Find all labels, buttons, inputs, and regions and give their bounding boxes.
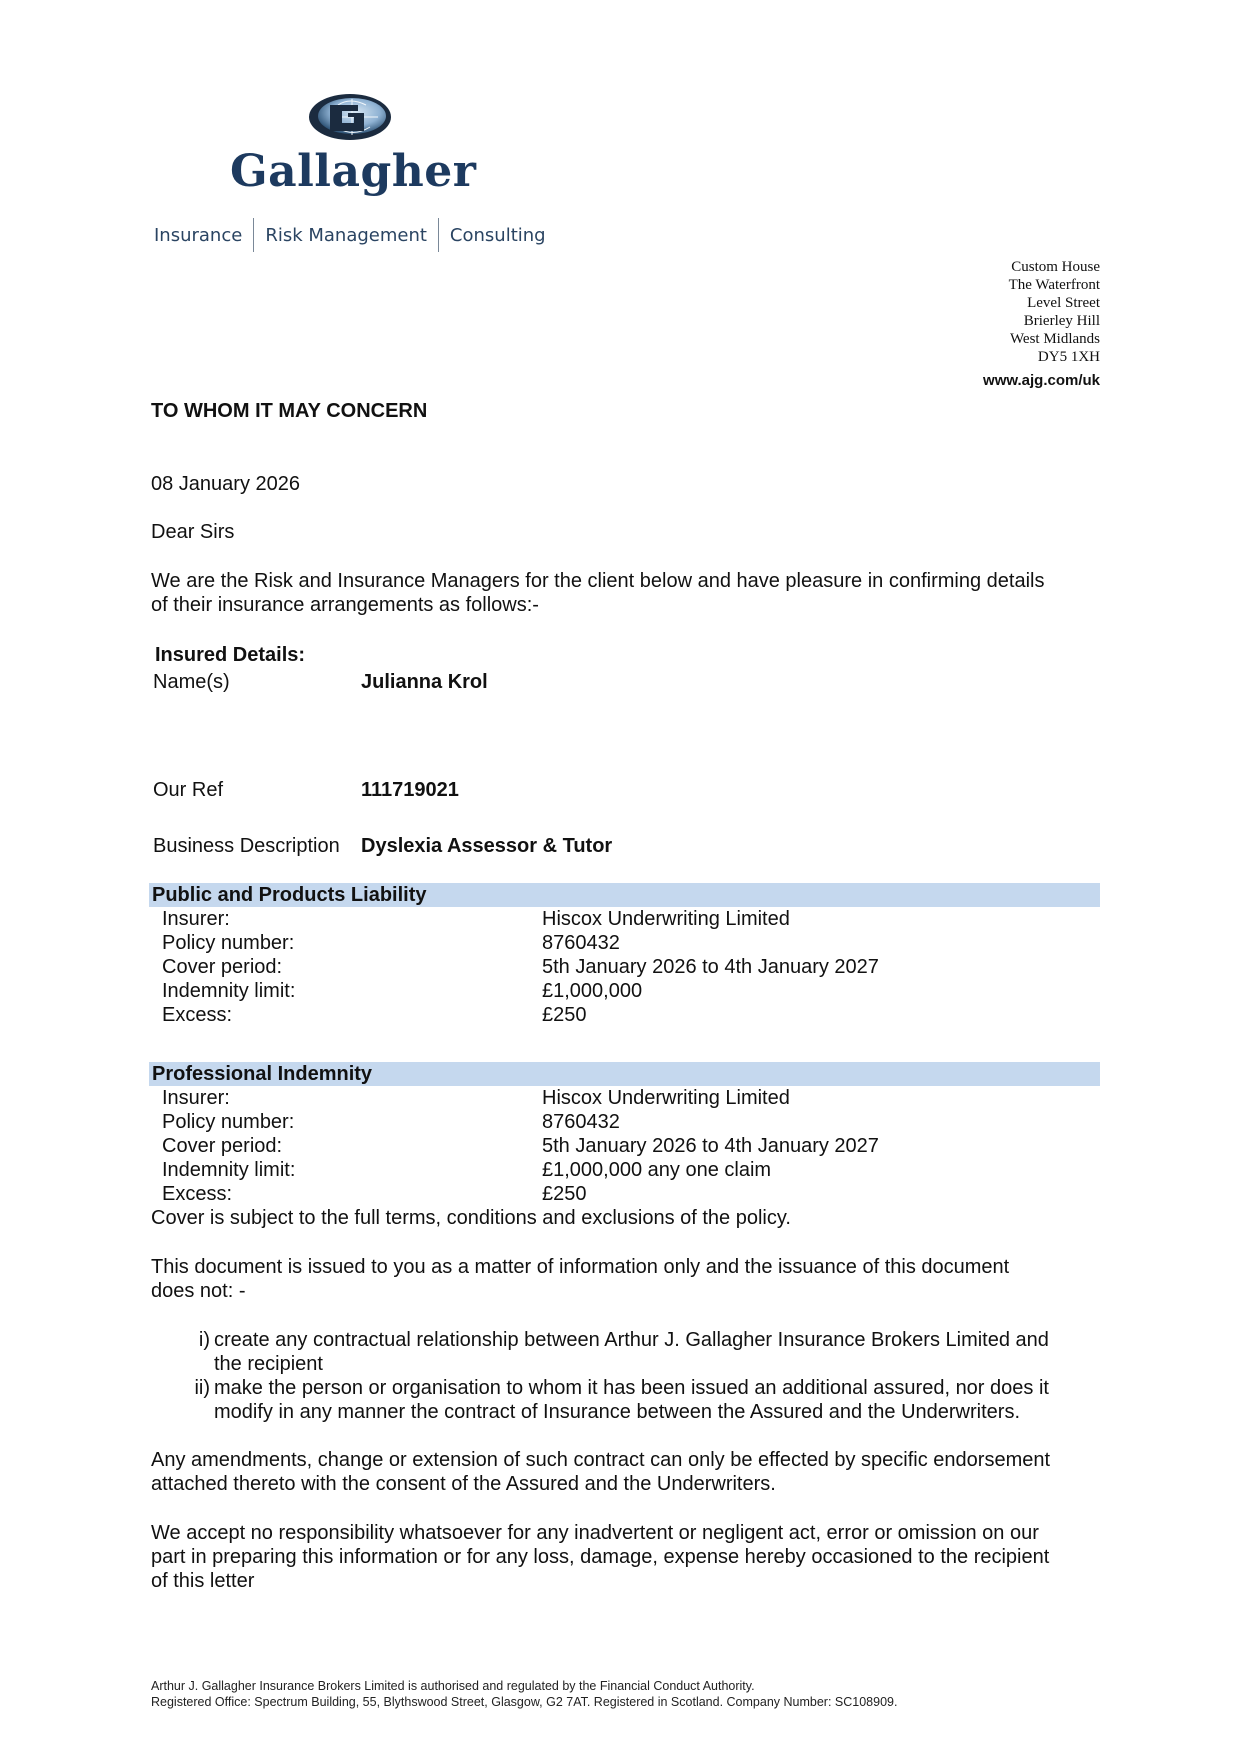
pi-policy-label: Policy number: — [162, 1111, 295, 1133]
pi-insurer-value: Hiscox Underwriting Limited — [542, 1087, 790, 1109]
logo-tagline — [154, 218, 546, 252]
intro-line: of their insurance arrangements as follows:- — [151, 594, 539, 616]
business-label: Business Description — [153, 835, 340, 857]
list-number: i) — [198, 1329, 210, 1351]
list-line: make the person or organisation to whom it has been issued an additional assured, nor does it — [214, 1377, 1049, 1399]
section-title-professional-indemnity: Professional Indemnity — [152, 1063, 373, 1085]
website-link[interactable]: www.ajg.com/uk — [983, 372, 1100, 389]
pl-cover-value: 5th January 2026 to 4th January 2027 — [542, 956, 879, 978]
pl-limit-value: £1,000,000 — [542, 980, 643, 1002]
responsibility-line: of this letter — [151, 1570, 255, 1592]
insured-details-title: Insured Details: — [155, 644, 306, 666]
amendments-line: attached thereto with the consent of the Assured and the Underwriters. — [151, 1473, 776, 1495]
list-item — [180, 1328, 1100, 1376]
tagline-risk-management: Risk Management — [265, 224, 427, 246]
pi-policy-value: 8760432 — [542, 1111, 620, 1133]
footer-line: Registered Office: Spectrum Building, 55, Blythswood Street, Glasgow, G2 7AT. Registered in Scotland. Company Number: SC108909. — [151, 1695, 898, 1709]
address-line: West Midlands — [1009, 331, 1100, 347]
address-line: Brierley Hill — [1023, 313, 1100, 329]
letter-date: 08 January 2026 — [151, 473, 301, 495]
pl-policy-value: 8760432 — [542, 932, 620, 954]
issued-paragraph — [151, 1255, 1101, 1303]
tagline-insurance: Insurance — [154, 224, 243, 246]
intro-paragraph — [151, 569, 1101, 617]
pl-cover-label: Cover period: — [162, 956, 283, 978]
pi-limit-value: £1,000,000 any one claim — [542, 1159, 772, 1181]
responsibility-paragraph — [151, 1521, 1101, 1593]
pi-cover-label: Cover period: — [162, 1135, 283, 1157]
responsibility-line: We accept no responsibility whatsoever for any inadvertent or negligent act, error or omission on our — [151, 1522, 1039, 1544]
name-label: Name(s) — [153, 671, 230, 693]
gallagher-wordmark: Gallagher — [230, 146, 477, 197]
pi-limit-label: Indemnity limit: — [162, 1159, 296, 1181]
pl-excess-value: £250 — [542, 1004, 587, 1026]
sender-address — [1009, 258, 1100, 366]
list-number: ii) — [194, 1377, 210, 1399]
regulatory-footer — [151, 1678, 897, 1710]
pl-policy-label: Policy number: — [162, 932, 295, 954]
tagline-consulting: Consulting — [449, 224, 546, 246]
tagline-divider — [438, 218, 439, 252]
footer-line: Arthur J. Gallagher Insurance Brokers Limited is authorised and regulated by the Financial Conduct Authority. — [151, 1679, 755, 1693]
name-value: Julianna Krol — [361, 671, 488, 693]
intro-line: We are the Risk and Insurance Managers for the client below and have pleasure in confirming details — [151, 570, 1045, 592]
responsibility-line: part in preparing this information or for any loss, damage, expense hereby occasioned to the recipient — [151, 1546, 1050, 1568]
pi-cover-value: 5th January 2026 to 4th January 2027 — [542, 1135, 879, 1157]
list-line: modify in any manner the contract of Insurance between the Assured and the Underwriters. — [214, 1401, 1020, 1423]
pl-excess-label: Excess: — [162, 1004, 233, 1026]
list-line: create any contractual relationship between Arthur J. Gallagher Insurance Brokers Limited and — [214, 1329, 1049, 1351]
pi-insurer-label: Insurer: — [162, 1087, 230, 1109]
ref-value: 111719021 — [361, 779, 459, 801]
business-value: Dyslexia Assessor & Tutor — [361, 835, 613, 857]
pl-insurer-value: Hiscox Underwriting Limited — [542, 908, 790, 930]
pl-limit-label: Indemnity limit: — [162, 980, 296, 1002]
section-title-public-liability: Public and Products Liability — [152, 884, 427, 906]
pi-excess-value: £250 — [542, 1183, 587, 1205]
list-line: the recipient — [214, 1353, 323, 1375]
ref-label: Our Ref — [153, 779, 224, 801]
amendments-line: Any amendments, change or extension of such contract can only be effected by specific endorsement — [151, 1449, 1051, 1471]
gallagher-globe-icon — [308, 93, 392, 141]
tagline-divider — [253, 218, 254, 252]
issued-line: This document is issued to you as a matter of information only and the issuance of this document — [151, 1256, 1010, 1278]
list-item — [180, 1376, 1100, 1424]
pl-insurer-label: Insurer: — [162, 908, 230, 930]
issued-line: does not: - — [151, 1280, 246, 1302]
letter-heading: TO WHOM IT MAY CONCERN — [151, 400, 428, 422]
pi-excess-label: Excess: — [162, 1183, 233, 1205]
salutation: Dear Sirs — [151, 521, 235, 543]
address-line: Level Street — [1027, 295, 1100, 311]
address-line: DY5 1XH — [1037, 349, 1100, 365]
address-line: Custom House — [1011, 259, 1100, 275]
address-line: The Waterfront — [1008, 277, 1100, 293]
cover-note: Cover is subject to the full terms, conditions and exclusions of the policy. — [151, 1207, 791, 1229]
amendments-paragraph — [151, 1448, 1101, 1496]
